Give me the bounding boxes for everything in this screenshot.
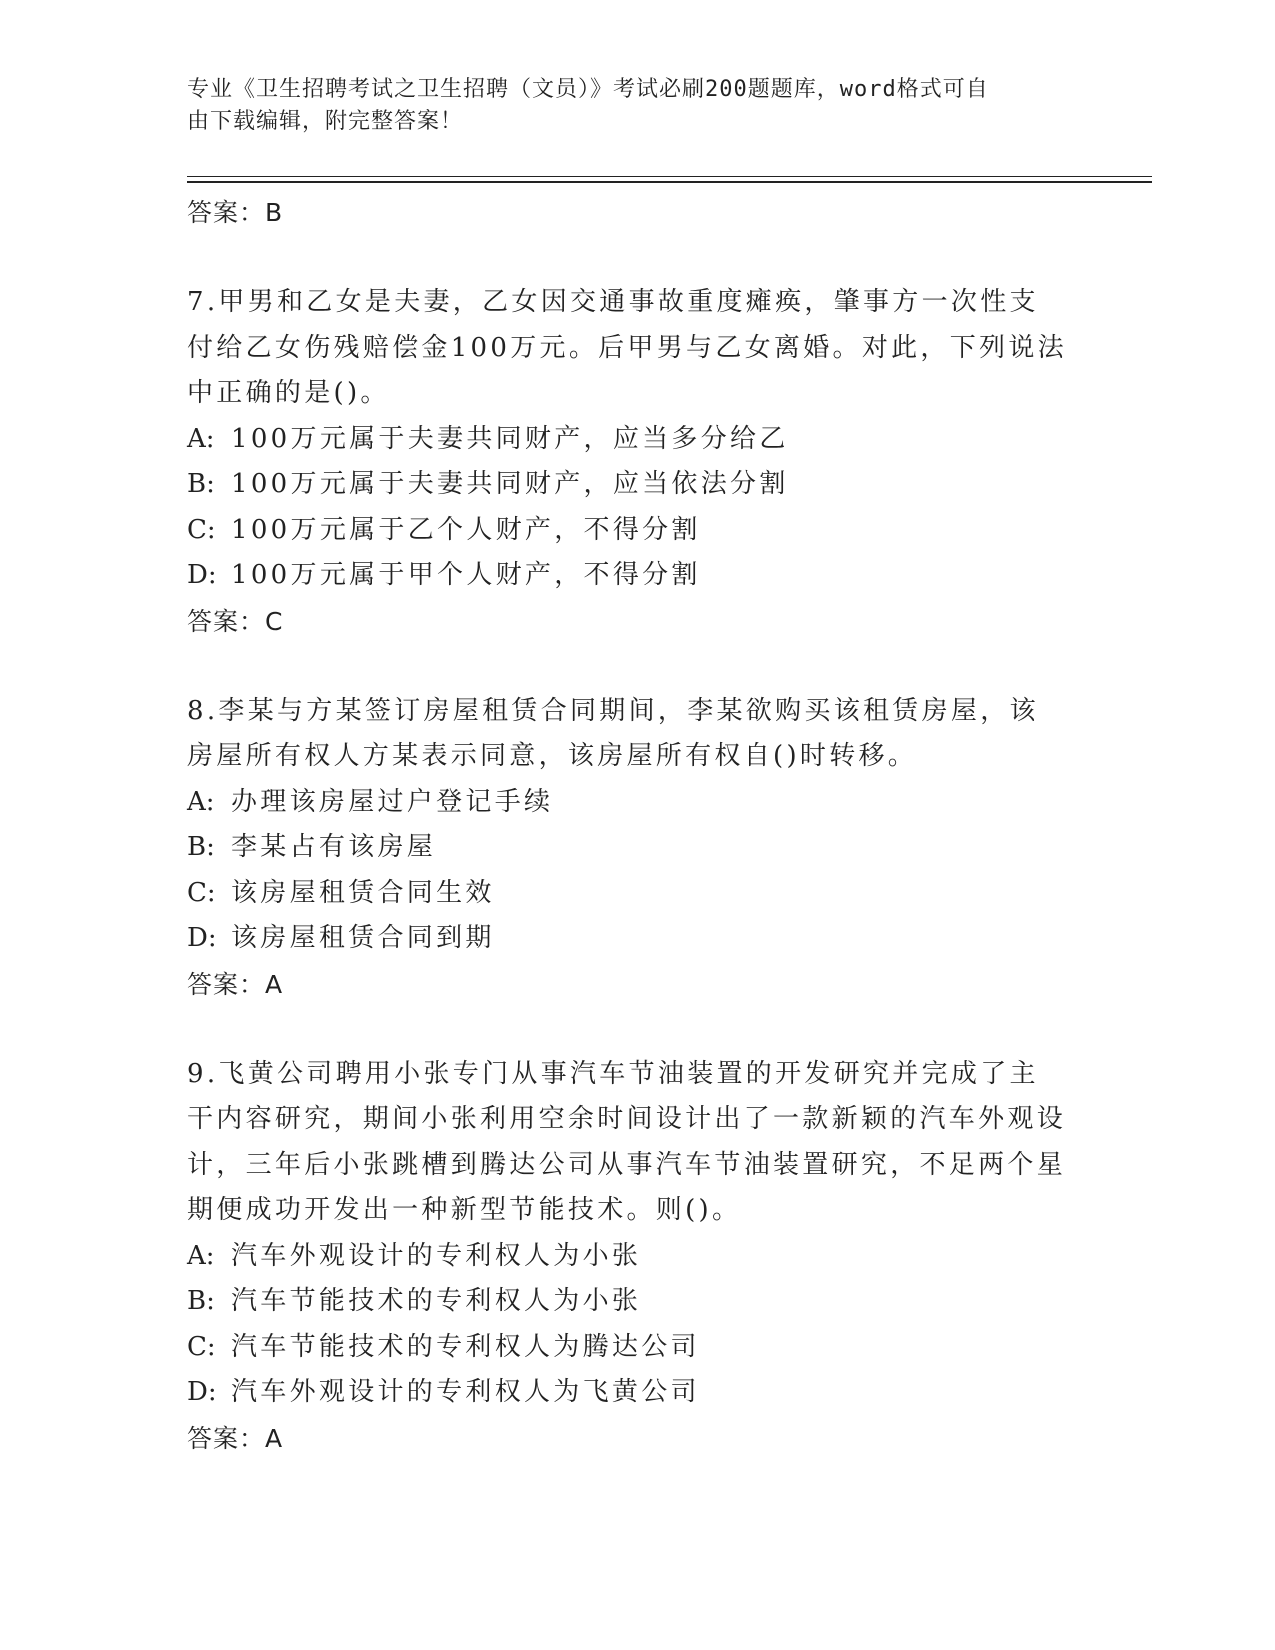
option-letter: D: bbox=[187, 560, 217, 590]
option-text: 该房屋租赁合同到期 bbox=[231, 923, 495, 953]
option-letter: D: bbox=[187, 923, 217, 953]
option-text: 100万元属于夫妻共同财产，应当依法分割 bbox=[231, 469, 789, 499]
option-text: 汽车节能技术的专利权人为小张 bbox=[231, 1286, 642, 1316]
option-c bbox=[187, 1325, 1067, 1371]
question-stem: 7.甲男和乙女是夫妻，乙女因交通事故重度瘫痪，肇事方一次性支付给乙女伤残赔偿金100万元。后甲男与乙女离婚。对此，下列说法中正确的是()。 bbox=[187, 287, 1067, 408]
header-rule-thick bbox=[187, 181, 1152, 183]
question-list bbox=[187, 190, 1067, 1462]
header-rule-thin bbox=[187, 176, 1152, 177]
option-letter: B: bbox=[187, 469, 215, 499]
question-7 bbox=[187, 280, 1067, 645]
option-b bbox=[187, 1279, 1067, 1325]
option-text: 汽车节能技术的专利权人为腾达公司 bbox=[231, 1331, 700, 1362]
header-line-2: 由下载编辑，附完整答案！ bbox=[187, 109, 464, 134]
option-text: 该房屋租赁合同生效 bbox=[231, 877, 495, 908]
question-9 bbox=[187, 1052, 1067, 1462]
answer-label: 答案：A bbox=[187, 969, 284, 999]
option-a bbox=[187, 417, 1067, 463]
option-letter: C: bbox=[187, 877, 216, 908]
option-b bbox=[187, 825, 1067, 871]
option-text: 100万元属于乙个人财产，不得分割 bbox=[231, 514, 701, 545]
option-text: 100万元属于甲个人财产，不得分割 bbox=[231, 560, 701, 590]
option-letter: C: bbox=[187, 514, 216, 545]
option-b bbox=[187, 462, 1067, 508]
question-8 bbox=[187, 689, 1067, 1008]
option-c bbox=[187, 871, 1067, 917]
option-text: 汽车外观设计的专利权人为飞黄公司 bbox=[231, 1377, 700, 1407]
option-text: 办理该房屋过户登记手续 bbox=[231, 786, 554, 817]
option-letter: C: bbox=[187, 1331, 216, 1362]
document-header bbox=[187, 74, 1067, 138]
option-letter: A: bbox=[187, 1240, 215, 1271]
option-d bbox=[187, 916, 1067, 962]
previous-answer: 答案：B bbox=[187, 198, 284, 227]
question-stem: 8.李某与方某签订房屋租赁合同期间，李某欲购买该租赁房屋，该房屋所有权人方某表示同意，该房屋所有权自()时转移。 bbox=[187, 695, 1039, 771]
answer-label: 答案：C bbox=[187, 606, 284, 636]
option-text: 李某占有该房屋 bbox=[231, 832, 437, 862]
option-letter: A: bbox=[187, 786, 215, 817]
option-letter: B: bbox=[187, 1286, 215, 1316]
option-letter: B: bbox=[187, 832, 215, 862]
option-a bbox=[187, 780, 1067, 826]
option-a bbox=[187, 1234, 1067, 1280]
option-d bbox=[187, 553, 1067, 599]
option-text: 汽车外观设计的专利权人为小张 bbox=[231, 1240, 642, 1271]
header-line-1: 专业《卫生招聘考试之卫生招聘（文员）》考试必刷200题题库，word格式可自 bbox=[187, 77, 989, 102]
option-letter: A: bbox=[187, 423, 215, 454]
option-c bbox=[187, 508, 1067, 554]
answer-label: 答案：A bbox=[187, 1423, 284, 1453]
option-letter: D: bbox=[187, 1377, 217, 1407]
question-stem: 9.飞黄公司聘用小张专门从事汽车节油装置的开发研究并完成了主干内容研究，期间小张利用空余时间设计出了一款新颖的汽车外观设计，三年后小张跳槽到腾达公司从事汽车节油装置研究，不足两个星期便成功开发出一种新型节能技术。则()。 bbox=[187, 1058, 1067, 1225]
option-text: 100万元属于夫妻共同财产，应当多分给乙 bbox=[231, 423, 789, 454]
option-d bbox=[187, 1370, 1067, 1416]
